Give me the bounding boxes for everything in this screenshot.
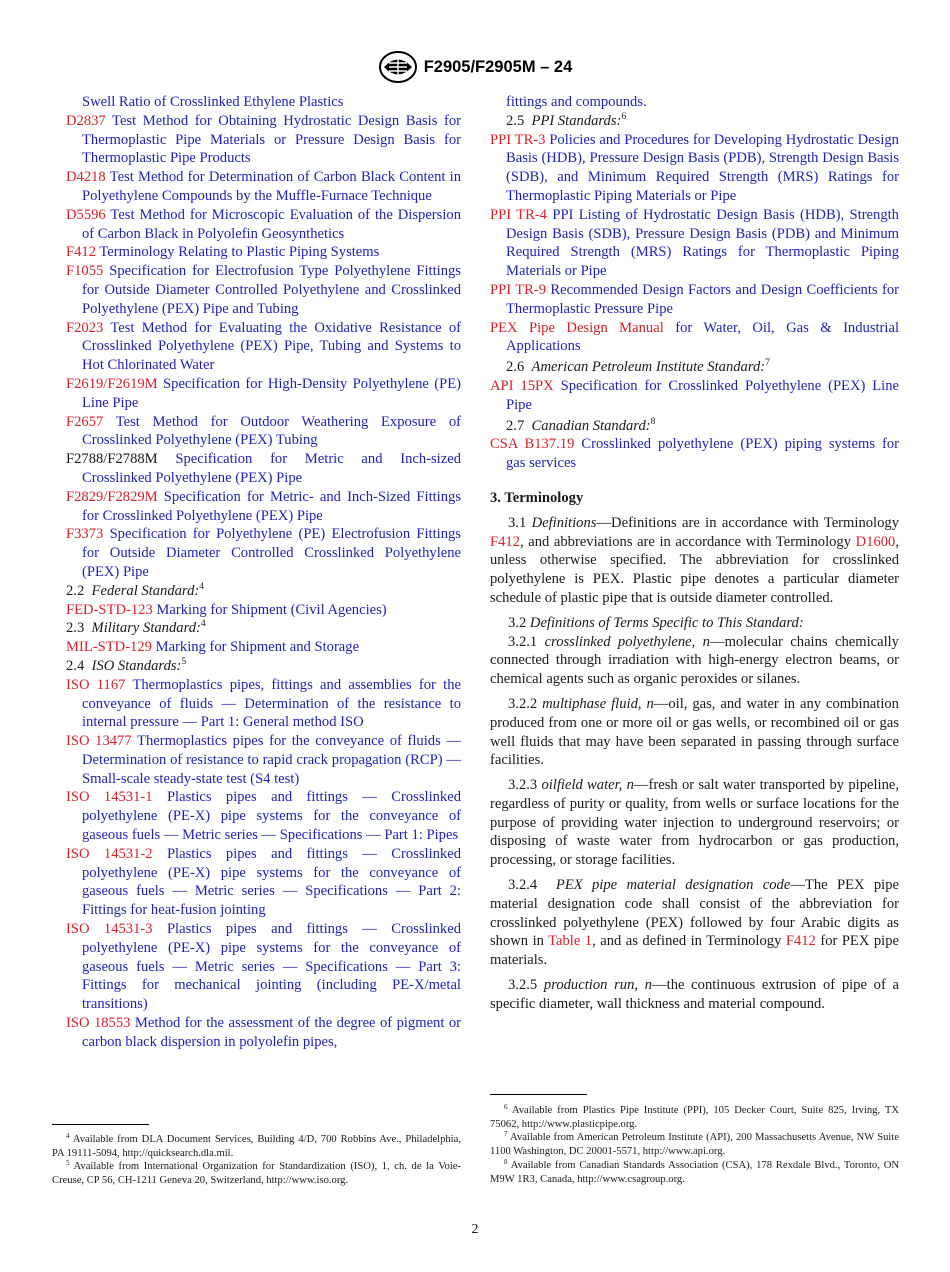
reference-title-link[interactable]: Test Method for Determination of Carbon Black Content in Polyethylene Compounds by the Muffle-Furnace Technique: [82, 169, 461, 204]
reference-title-link[interactable]: Terminology Relating to Plastic Piping Systems: [99, 244, 380, 261]
reference-title-link[interactable]: Plastics pipes and fittings — Crosslinked polyethylene (PE-X) pipe systems for the conveyance of gaseous fuels — Metric series — Specifications — Part 3: Fittings for mechanical jointing (including PE-X/metal transitions): [82, 921, 461, 1013]
ppi-references-list: [490, 131, 899, 357]
reference-entry: [66, 676, 461, 732]
astm-logo-icon: [378, 50, 418, 84]
paragraph-3-1: 3.1 Definitions—Definitions are in accordance with Terminology F412, and abbreviations are in accordance with Terminology D1600, unless otherwise specified. The abbreviation for crosslinked polyethylene is PEX. Plastic pipe denotes a particular diameter schedule of plastic pipe that is outside diameter controlled.: [490, 514, 899, 606]
paragraph-3-2-4: 3.2.4 PEX pipe material designation code—The PEX pipe material designation code shall consist of the abbreviation for crosslinked polyethylene (PEX) followed by four Arabic digits as shown in Table 1, and as defined in Terminology F412 for PEX pipe materials.: [490, 877, 900, 969]
reference-title-link[interactable]: Specification for Crosslinked Polyethylene (PEX) Line Pipe: [506, 377, 900, 413]
reference-title-link[interactable]: Swell Ratio of Crosslinked Ethylene Plastics: [82, 94, 344, 110]
reference-entry: [66, 413, 461, 451]
reference-title-link[interactable]: Test Method for Obtaining Hydrostatic Design Basis for Thermoplastic Pipe Materials or Pressure Design Basis for Thermoplastic Pipe Products: [82, 112, 461, 167]
reference-title-link[interactable]: Crosslinked polyethylene (PEX) piping systems for gas services: [506, 436, 899, 472]
reference-title-link[interactable]: Specification for Metric- and Inch-Sized Fittings for Crosslinked Polyethylene (PEX) Pipe: [82, 488, 462, 524]
reference-entry: [66, 243, 461, 262]
reference-code-link[interactable]: CSA B137.19: [490, 436, 575, 453]
reference-title-link[interactable]: Specification for Metric and Inch-sized Crosslinked Polyethylene (PEX) Pipe: [82, 451, 461, 486]
reference-code-link[interactable]: D2837: [66, 112, 106, 129]
left-column: [66, 93, 461, 1052]
referenced-documents-list: [66, 93, 461, 582]
f412-link[interactable]: F412: [785, 933, 816, 950]
footnotes-right: [490, 1104, 899, 1186]
paragraph-3-2-3: 3.2.3 oilfield water, n—fresh or salt water transported by pipeline, regardless of purity or quality, from wells or surface locations for the purpose of providing water injection to underground reservoirs; or disposing of waste water from hydrocarbon or gas production, processing, or storage facilities.: [490, 777, 899, 869]
reference-entry: [490, 435, 899, 473]
reference-entry: [66, 845, 461, 920]
footnote: $^6$ Available from Plastics Pipe Institute (PPI), 105 Decker Court, Suite 825, Irving, TX 75062, http://www.plasticpipe.org.: [490, 1103, 899, 1130]
section-3-title: 3. Terminology: [490, 489, 584, 506]
reference-code-link[interactable]: D4218: [66, 169, 106, 186]
d1600-link[interactable]: D1600: [855, 533, 896, 550]
reference-code-link[interactable]: ISO 18553: [66, 1015, 131, 1032]
reference-entry: [66, 112, 461, 168]
reference-title-link[interactable]: Plastics pipes and fittings — Crosslinked polyethylene (PE-X) pipe systems for the conveyance of gaseous fuels — Metric series — Specifications — Part 1: Pipes: [82, 789, 461, 844]
reference-title-link[interactable]: Test Method for Microscopic Evaluation of the Dispersion of Carbon Black in Polyolefin Geosynthetics: [82, 206, 461, 242]
paragraph-3-2: 3.2 Definitions of Terms Specific to This Standard:: [508, 614, 804, 631]
reference-title-link[interactable]: Method for the assessment of the degree of pigment or carbon black dispersion in polyolefin pipes,: [82, 1015, 461, 1050]
right-column: [490, 93, 899, 1020]
reference-entry: [490, 377, 899, 415]
reference-code-link[interactable]: PPI TR-3: [490, 131, 546, 148]
reference-entry: [66, 262, 461, 318]
paragraph-3-2-5: 3.2.5 production run, n—the continuous extrusion of pipe of a specific diameter, wall thickness and material compound.: [490, 977, 899, 1012]
reference-entry: [66, 601, 461, 620]
reference-code-link[interactable]: F1055: [66, 263, 104, 280]
reference-code-link[interactable]: ISO 13477: [66, 733, 132, 750]
footnotes-left: [52, 1133, 461, 1188]
reference-entry: [490, 319, 899, 357]
reference-code-link[interactable]: PPI TR-4: [490, 206, 547, 223]
reference-entry: [66, 319, 461, 375]
iso-references-list: [66, 676, 461, 1052]
ppi-standards-heading: 2.5 PPI Standards:$^6$: [506, 111, 627, 129]
document-designation: F2905/F2905M – 24: [423, 57, 573, 76]
reference-code-link[interactable]: ISO 14531-1: [66, 789, 153, 806]
reference-code-link[interactable]: ISO 1167: [66, 676, 126, 693]
reference-entry: [490, 206, 899, 281]
reference-title-link[interactable]: Test Method for Evaluating the Oxidative Resistance of Crosslinked Polyethylene (PEX) Pipe, Tubing and Systems to Hot Chlorinated Water: [82, 319, 461, 374]
reference-code-link[interactable]: MIL-STD-129: [66, 639, 152, 656]
iso-standards-heading: 2.4 ISO Standards:$^5$: [66, 656, 187, 674]
federal-standard-heading: 2.2 Federal Standard:$^4$: [66, 581, 204, 599]
reference-entry: [66, 788, 461, 844]
table-1-link[interactable]: Table 1: [548, 933, 593, 950]
reference-code-link[interactable]: ISO 14531-2: [66, 845, 153, 862]
reference-entry: [66, 1014, 461, 1052]
reference-title-link[interactable]: Marking for Shipment and Storage: [155, 639, 360, 656]
military-standard-heading: 2.3 Military Standard:$^4$: [66, 619, 206, 637]
footnote-rule-right: [490, 1094, 587, 1095]
reference-code-link[interactable]: F2619/F2619M: [66, 375, 158, 392]
reference-code-link[interactable]: F2657: [66, 413, 104, 430]
reference-code-link[interactable]: PEX Pipe Design Manual: [490, 319, 664, 336]
reference-title-link[interactable]: fittings and compounds.: [506, 94, 647, 110]
reference-entry: [490, 281, 899, 319]
footnote: $^5$ Available from International Organization for Standardization (ISO), 1, ch. de la Voie-Creuse, CP 56, CH-1211 Geneva 20, Switzerland, http://www.iso.org.: [52, 1159, 461, 1187]
reference-entry: [66, 93, 461, 112]
reference-code-link[interactable]: D5596: [66, 206, 106, 223]
reference-title-link[interactable]: Specification for High-Density Polyethylene (PE) Line Pipe: [82, 375, 461, 411]
reference-code-link[interactable]: F412: [66, 244, 97, 261]
reference-continuation: [490, 93, 899, 112]
footnote: $^7$ Available from American Petroleum Institute (API), 200 Massachusetts Avenue, NW Suite 1100 Washington, DC 20001-5571, http://www.api.org.: [490, 1130, 899, 1158]
reference-entry: [66, 168, 461, 206]
reference-code-link[interactable]: API 15PX: [490, 377, 554, 394]
reference-code-link[interactable]: F2829/F2829M: [66, 488, 158, 505]
reference-title-link[interactable]: Thermoplastics pipes for the conveyance of fluids — Determination of resistance to rapid crack propagation (RCP) — Small-scale steady-state test (S4 test): [82, 733, 461, 787]
canadian-standard-heading: 2.7 Canadian Standard:$^8$: [506, 416, 656, 434]
reference-entry: [66, 488, 461, 526]
reference-entry: [66, 375, 461, 413]
paragraph-3-2-1: 3.2.1 crosslinked polyethylene, n—molecular chains chemically connected through irradiation with high-energy electron beams, or chemical agents such as organic peroxides or silanes.: [490, 633, 899, 688]
page-number: 2: [471, 1222, 479, 1237]
footnote: $^8$ Available from Canadian Standards Association (CSA), 178 Rexdale Blvd., Toronto, ON M9W 1R3, Canada, http://www.csagroup.org.: [490, 1157, 899, 1185]
api-standard-heading: 2.6 American Petroleum Institute Standard:$^7$: [506, 358, 770, 376]
reference-entry: [66, 525, 461, 581]
reference-entry: [490, 131, 899, 206]
reference-code-link: F2788/F2788M: [66, 451, 158, 468]
reference-title-link[interactable]: Recommended Design Factors and Design Coefficients for Thermoplastic Pressure Pipe: [506, 281, 899, 317]
f412-link[interactable]: F412: [490, 533, 521, 550]
reference-code-link[interactable]: F2023: [66, 319, 104, 336]
reference-code-link[interactable]: ISO 14531-3: [66, 921, 153, 938]
reference-title-link[interactable]: Policies and Procedures for Developing Hydrostatic Design Basis (HDB), Pressure Design Basis (PDB), Strength Design Basis (SDB), and Minimum Required Strength (MRS) Ratings for Thermoplastic Piping Materials or Pipe: [506, 131, 899, 204]
reference-title-link[interactable]: Test Method for Outdoor Weathering Exposure of Crosslinked Polyethylene (PEX) Tubing: [82, 413, 461, 449]
reference-title-link[interactable]: for Water, Oil, Gas & Industrial Applications: [506, 319, 899, 355]
reference-title-link[interactable]: Thermoplastics pipes, fittings and assemblies for the conveyance of fluids — Determination of the resistance to internal pressure — Part 1: General method ISO: [82, 676, 462, 731]
reference-title-link[interactable]: PPI Listing of Hydrostatic Design Basis (HDB), Strength Design Basis (SDB), Pressure Design Basis (PDB) and Minimum Required Strength (MRS) Ratings for Thermoplastic Piping Materials or Pipe: [506, 206, 899, 280]
page-header: [0, 50, 950, 84]
reference-entry: [66, 732, 461, 788]
reference-entry: [66, 638, 461, 657]
reference-code-link[interactable]: PPI TR-9: [490, 281, 547, 298]
reference-entry: [66, 920, 461, 1014]
reference-title-link[interactable]: Marking for Shipment (Civil Agencies): [156, 601, 387, 618]
reference-title-link[interactable]: Specification for Polyethylene (PE) Electrofusion Fittings for Outside Diameter Controlled Crosslinked Polyethylene (PEX) Pipe: [82, 526, 461, 580]
reference-title-link[interactable]: Plastics pipes and fittings — Crosslinked polyethylene (PE-X) pipe systems for the conveyance of gaseous fuels — Metric series — Specifications — Part 2: Fittings for heat-fusion jointing: [82, 845, 461, 919]
paragraph-3-2-2: 3.2.2 multiphase fluid, n—oil, gas, and water in any combination produced from one or more oil or gas wells, or recombined oil or gas well fluids that may have been separated in passing through surface facilities.: [490, 695, 899, 769]
reference-entry: [66, 450, 461, 488]
footnote-rule-left: [52, 1124, 149, 1125]
reference-code-link[interactable]: F3373: [66, 526, 104, 543]
reference-entry: [66, 206, 461, 244]
footnote: $^4$ Available from DLA Document Services, Building 4/D, 700 Robbins Ave., Philadelphia, PA 19111-5094, http://quicksearch.dla.mil.: [52, 1132, 461, 1159]
reference-title-link[interactable]: Specification for Electrofusion Type Polyethylene Fittings for Outside Diameter Controlled Polyethylene and Crosslinked Polyethylene (PEX) Pipe and Tubing: [82, 263, 461, 317]
reference-code-link[interactable]: FED-STD-123: [66, 601, 153, 618]
